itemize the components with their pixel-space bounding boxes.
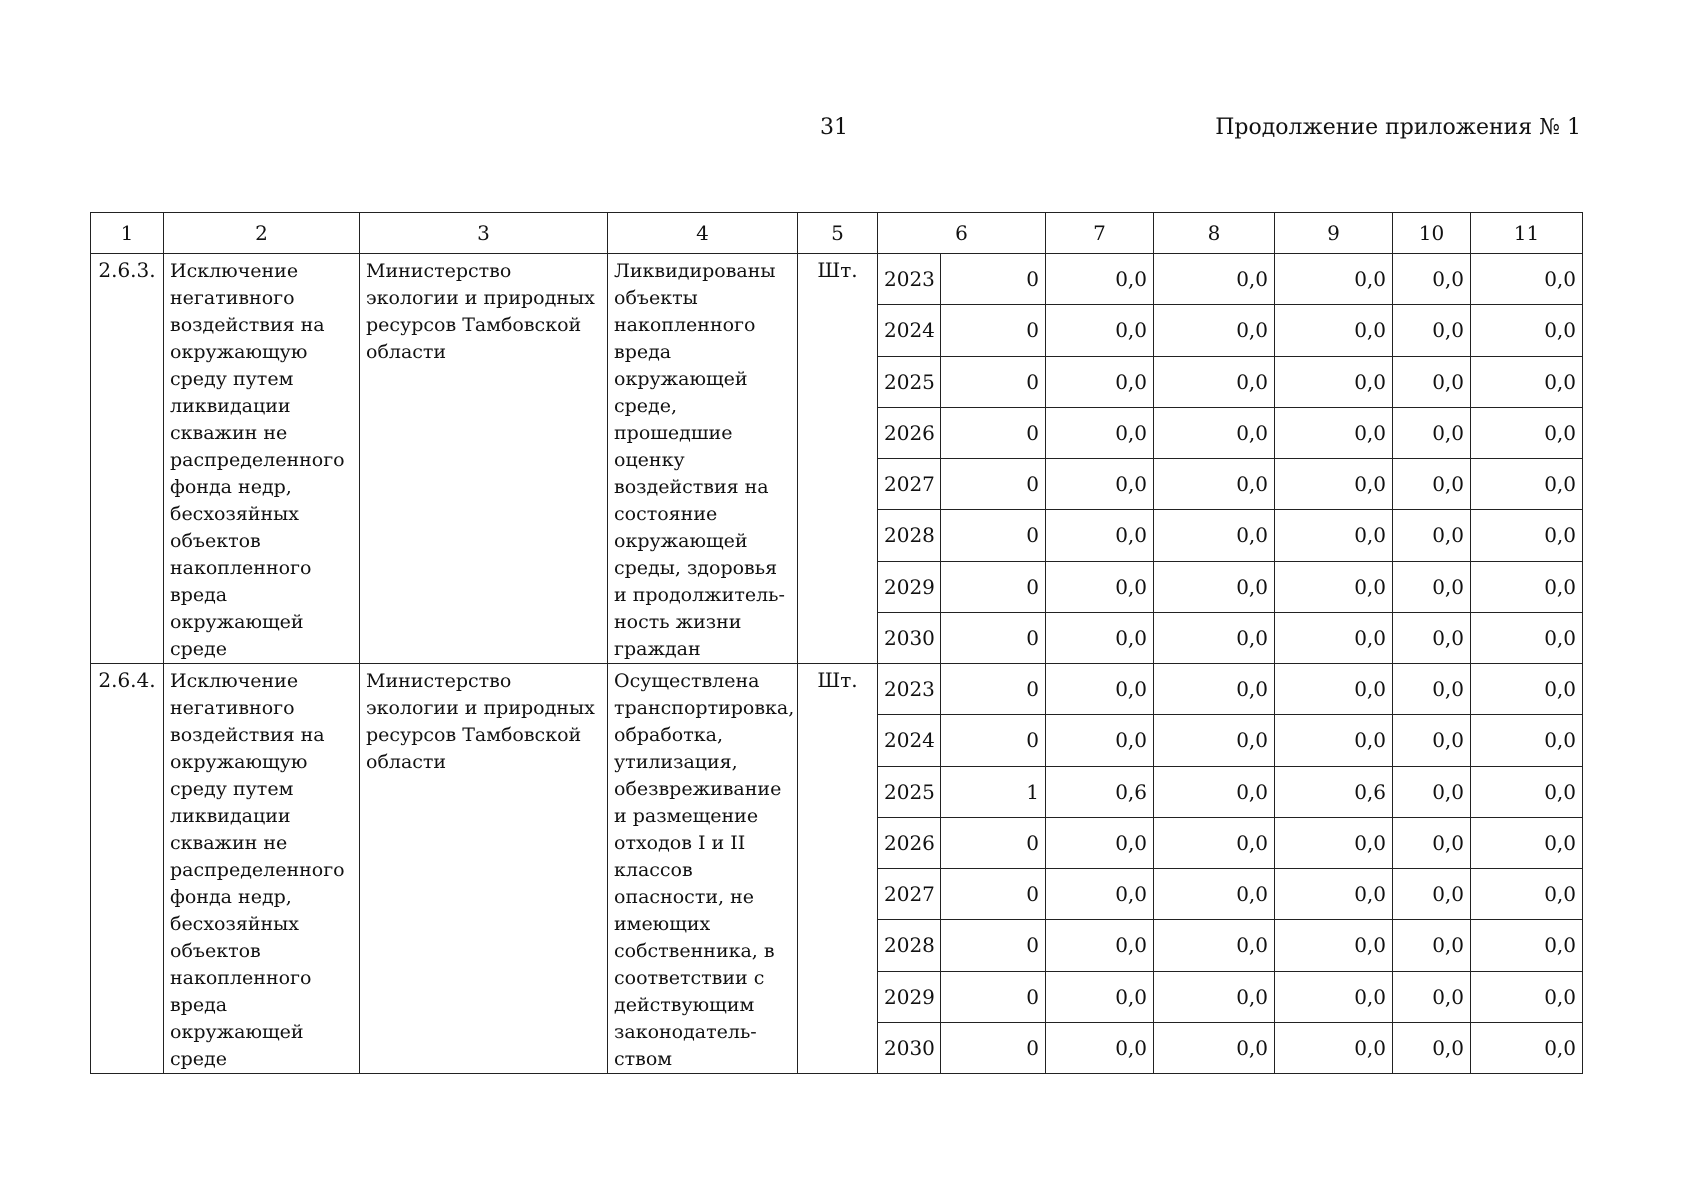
value-cell: 0,0 xyxy=(1471,817,1583,868)
column-header: 1 xyxy=(91,213,164,254)
column-header: 11 xyxy=(1471,213,1583,254)
value-cell: 0,0 xyxy=(1393,869,1471,920)
value-cell: 0,0 xyxy=(1275,254,1393,305)
result-description: Ликвидированы объекты накопленного вреда окружающей среде, прошедшие оценку воздействия на состояние окружающей среды, здоровья и продолжитель-ность жизни граждан xyxy=(608,254,798,664)
year-cell: 2024 xyxy=(878,715,941,766)
value-cell: 0,0 xyxy=(1393,407,1471,458)
value-cell: 0,0 xyxy=(1275,356,1393,407)
value-cell: 0,0 xyxy=(1471,305,1583,356)
value-cell: 0,0 xyxy=(1471,971,1583,1022)
value-cell: 0,0 xyxy=(1393,817,1471,868)
quantity-cell: 0 xyxy=(941,459,1046,510)
column-header: 3 xyxy=(360,213,608,254)
column-number-row xyxy=(91,213,1583,254)
appendix-continuation-label: Продолжение приложения № 1 xyxy=(1215,115,1581,140)
quantity-cell: 0 xyxy=(941,1022,1046,1073)
value-cell: 0,0 xyxy=(1154,664,1275,715)
year-cell: 2023 xyxy=(878,664,941,715)
value-cell: 0,0 xyxy=(1154,715,1275,766)
value-cell: 0,0 xyxy=(1046,612,1154,663)
value-cell: 0,0 xyxy=(1046,459,1154,510)
year-cell: 2026 xyxy=(878,817,941,868)
executor: Министерство экологии и природных ресурсов Тамбовской области xyxy=(360,254,608,664)
value-cell: 0,0 xyxy=(1393,356,1471,407)
year-cell: 2027 xyxy=(878,459,941,510)
value-cell: 0,0 xyxy=(1275,612,1393,663)
value-cell: 0,0 xyxy=(1275,407,1393,458)
table-body xyxy=(91,254,1583,1074)
result-description: Осуществлена транспортировка, обработка, утилизация, обезвреживание и размещение отходов I и II классов опасности, не имеющих собственника, в соответствии с действующим законодатель-ством xyxy=(608,664,798,1074)
value-cell: 0,0 xyxy=(1046,664,1154,715)
value-cell: 0,0 xyxy=(1154,971,1275,1022)
quantity-cell: 0 xyxy=(941,817,1046,868)
quantity-cell: 0 xyxy=(941,869,1046,920)
value-cell: 0,0 xyxy=(1275,510,1393,561)
value-cell: 0,0 xyxy=(1275,869,1393,920)
event-name: Исключение негативного воздействия на окружающую среду путем ликвидации скважин не распределенного фонда недр, бесхозяйных объектов накопленного вреда окружающей среде xyxy=(164,254,360,664)
year-cell: 2028 xyxy=(878,920,941,971)
year-cell: 2029 xyxy=(878,971,941,1022)
year-cell: 2026 xyxy=(878,407,941,458)
value-cell: 0,0 xyxy=(1393,664,1471,715)
value-cell: 0,0 xyxy=(1393,920,1471,971)
quantity-cell: 0 xyxy=(941,664,1046,715)
value-cell: 0,0 xyxy=(1046,356,1154,407)
value-cell: 0,0 xyxy=(1275,664,1393,715)
value-cell: 0,0 xyxy=(1154,612,1275,663)
value-cell: 0,0 xyxy=(1046,510,1154,561)
value-cell: 0,6 xyxy=(1046,766,1154,817)
value-cell: 0,0 xyxy=(1471,1022,1583,1073)
column-header: 10 xyxy=(1393,213,1471,254)
unit: Шт. xyxy=(798,254,878,664)
value-cell: 0,0 xyxy=(1046,305,1154,356)
value-cell: 0,0 xyxy=(1393,254,1471,305)
value-cell: 0,0 xyxy=(1154,561,1275,612)
quantity-cell: 1 xyxy=(941,766,1046,817)
year-row xyxy=(91,664,1583,715)
value-cell: 0,6 xyxy=(1275,766,1393,817)
value-cell: 0,0 xyxy=(1471,407,1583,458)
page-number: 31 xyxy=(820,115,848,140)
value-cell: 0,0 xyxy=(1275,561,1393,612)
value-cell: 0,0 xyxy=(1154,920,1275,971)
value-cell: 0,0 xyxy=(1393,971,1471,1022)
item-number: 2.6.4. xyxy=(91,664,164,1074)
year-cell: 2024 xyxy=(878,305,941,356)
quantity-cell: 0 xyxy=(941,356,1046,407)
year-cell: 2030 xyxy=(878,1022,941,1073)
year-cell: 2030 xyxy=(878,612,941,663)
column-header: 5 xyxy=(798,213,878,254)
value-cell: 0,0 xyxy=(1154,510,1275,561)
year-cell: 2023 xyxy=(878,254,941,305)
quantity-cell: 0 xyxy=(941,510,1046,561)
quantity-cell: 0 xyxy=(941,971,1046,1022)
column-header: 6 xyxy=(878,213,1046,254)
value-cell: 0,0 xyxy=(1154,869,1275,920)
value-cell: 0,0 xyxy=(1275,305,1393,356)
value-cell: 0,0 xyxy=(1154,254,1275,305)
value-cell: 0,0 xyxy=(1471,920,1583,971)
unit: Шт. xyxy=(798,664,878,1074)
column-header: 8 xyxy=(1154,213,1275,254)
quantity-cell: 0 xyxy=(941,920,1046,971)
value-cell: 0,0 xyxy=(1393,459,1471,510)
column-header: 7 xyxy=(1046,213,1154,254)
value-cell: 0,0 xyxy=(1275,715,1393,766)
value-cell: 0,0 xyxy=(1154,1022,1275,1073)
value-cell: 0,0 xyxy=(1471,766,1583,817)
value-cell: 0,0 xyxy=(1046,920,1154,971)
value-cell: 0,0 xyxy=(1393,612,1471,663)
value-cell: 0,0 xyxy=(1393,715,1471,766)
value-cell: 0,0 xyxy=(1471,356,1583,407)
year-row xyxy=(91,254,1583,305)
value-cell: 0,0 xyxy=(1154,305,1275,356)
column-header: 4 xyxy=(608,213,798,254)
value-cell: 0,0 xyxy=(1393,305,1471,356)
value-cell: 0,0 xyxy=(1471,664,1583,715)
year-cell: 2025 xyxy=(878,766,941,817)
executor: Министерство экологии и природных ресурсов Тамбовской области xyxy=(360,664,608,1074)
value-cell: 0,0 xyxy=(1046,1022,1154,1073)
value-cell: 0,0 xyxy=(1046,561,1154,612)
quantity-cell: 0 xyxy=(941,612,1046,663)
item-number: 2.6.3. xyxy=(91,254,164,664)
value-cell: 0,0 xyxy=(1471,869,1583,920)
quantity-cell: 0 xyxy=(941,561,1046,612)
value-cell: 0,0 xyxy=(1275,817,1393,868)
value-cell: 0,0 xyxy=(1471,510,1583,561)
value-cell: 0,0 xyxy=(1393,561,1471,612)
quantity-cell: 0 xyxy=(941,407,1046,458)
quantity-cell: 0 xyxy=(941,715,1046,766)
value-cell: 0,0 xyxy=(1275,920,1393,971)
value-cell: 0,0 xyxy=(1154,459,1275,510)
value-cell: 0,0 xyxy=(1275,1022,1393,1073)
year-cell: 2025 xyxy=(878,356,941,407)
event-name: Исключение негативного воздействия на окружающую среду путем ликвидации скважин не распределенного фонда недр, бесхозяйных объектов накопленного вреда окружающей среде xyxy=(164,664,360,1074)
value-cell: 0,0 xyxy=(1393,510,1471,561)
value-cell: 0,0 xyxy=(1471,561,1583,612)
value-cell: 0,0 xyxy=(1046,254,1154,305)
column-header: 2 xyxy=(164,213,360,254)
quantity-cell: 0 xyxy=(941,305,1046,356)
value-cell: 0,0 xyxy=(1154,407,1275,458)
year-cell: 2029 xyxy=(878,561,941,612)
quantity-cell: 0 xyxy=(941,254,1046,305)
value-cell: 0,0 xyxy=(1275,971,1393,1022)
value-cell: 0,0 xyxy=(1471,459,1583,510)
value-cell: 0,0 xyxy=(1046,971,1154,1022)
value-cell: 0,0 xyxy=(1471,254,1583,305)
column-header: 9 xyxy=(1275,213,1393,254)
value-cell: 0,0 xyxy=(1275,459,1393,510)
year-cell: 2028 xyxy=(878,510,941,561)
value-cell: 0,0 xyxy=(1471,715,1583,766)
value-cell: 0,0 xyxy=(1154,817,1275,868)
value-cell: 0,0 xyxy=(1393,1022,1471,1073)
value-cell: 0,0 xyxy=(1046,407,1154,458)
value-cell: 0,0 xyxy=(1471,612,1583,663)
value-cell: 0,0 xyxy=(1154,766,1275,817)
value-cell: 0,0 xyxy=(1046,817,1154,868)
main-table xyxy=(90,212,1583,1074)
year-cell: 2027 xyxy=(878,869,941,920)
value-cell: 0,0 xyxy=(1046,869,1154,920)
value-cell: 0,0 xyxy=(1154,356,1275,407)
value-cell: 0,0 xyxy=(1393,766,1471,817)
value-cell: 0,0 xyxy=(1046,715,1154,766)
